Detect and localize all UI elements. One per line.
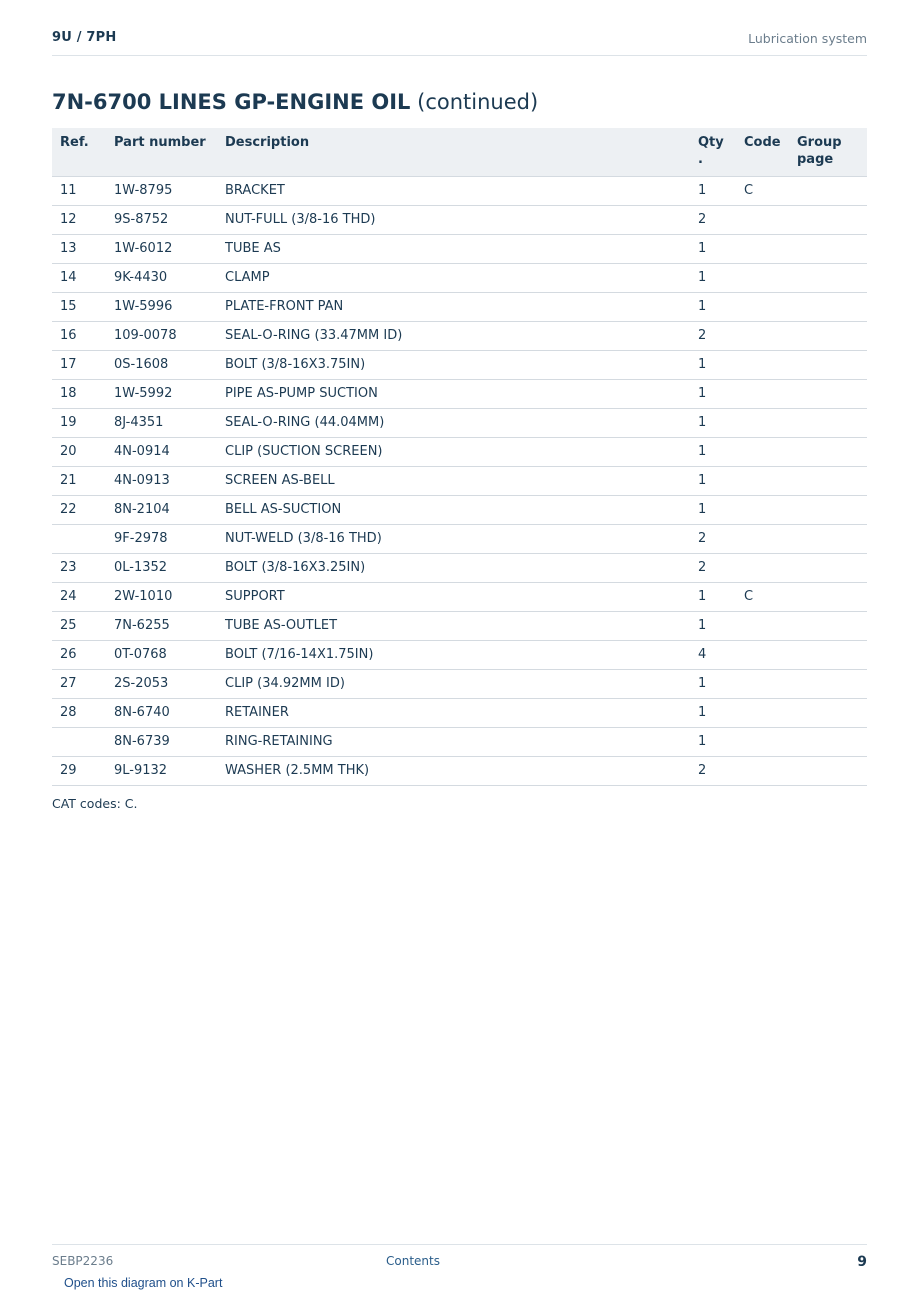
cell-ref: 25 xyxy=(52,612,106,641)
page-header xyxy=(52,28,867,56)
title-suffix: (continued) xyxy=(417,90,539,114)
cell-qty: 2 xyxy=(690,206,736,235)
cell-qty: 4 xyxy=(690,641,736,670)
table-row xyxy=(52,583,867,612)
cell-qty: 1 xyxy=(690,380,736,409)
header-row xyxy=(52,128,867,177)
table-row xyxy=(52,235,867,264)
cell-ref: 26 xyxy=(52,641,106,670)
cell-description: BRACKET xyxy=(217,177,690,206)
cell-group-page xyxy=(789,293,867,322)
header-ref: Ref. xyxy=(52,128,106,177)
cell-part-number: 1W-5992 xyxy=(106,380,217,409)
table-row xyxy=(52,554,867,583)
cell-ref: 23 xyxy=(52,554,106,583)
table-row xyxy=(52,264,867,293)
cell-part-number: 8J-4351 xyxy=(106,409,217,438)
cell-code xyxy=(736,699,789,728)
cell-ref: 20 xyxy=(52,438,106,467)
cell-description: PIPE AS-PUMP SUCTION xyxy=(217,380,690,409)
cell-qty: 1 xyxy=(690,177,736,206)
cell-code xyxy=(736,264,789,293)
cell-description: NUT-FULL (3/8-16 THD) xyxy=(217,206,690,235)
cell-code xyxy=(736,467,789,496)
page-footer xyxy=(52,1244,867,1270)
cell-group-page xyxy=(789,264,867,293)
table-row xyxy=(52,206,867,235)
table-row xyxy=(52,496,867,525)
cell-part-number: 9F-2978 xyxy=(106,525,217,554)
cell-qty: 2 xyxy=(690,757,736,786)
cell-description: BELL AS-SUCTION xyxy=(217,496,690,525)
header-code: Code xyxy=(736,128,789,177)
table-body xyxy=(52,177,867,786)
cell-ref: 17 xyxy=(52,351,106,380)
cell-qty: 1 xyxy=(690,264,736,293)
cell-part-number: 9L-9132 xyxy=(106,757,217,786)
table-row xyxy=(52,699,867,728)
cell-qty: 1 xyxy=(690,612,736,641)
cell-qty: 1 xyxy=(690,496,736,525)
cell-part-number: 0S-1608 xyxy=(106,351,217,380)
document-id: SEBP2236 xyxy=(52,1254,114,1268)
table-row xyxy=(52,177,867,206)
cell-group-page xyxy=(789,409,867,438)
cell-code xyxy=(736,757,789,786)
cell-description: SEAL-O-RING (33.47MM ID) xyxy=(217,322,690,351)
cell-qty: 2 xyxy=(690,322,736,351)
cell-ref: 21 xyxy=(52,467,106,496)
cell-qty: 2 xyxy=(690,525,736,554)
cell-code xyxy=(736,409,789,438)
cell-ref: 14 xyxy=(52,264,106,293)
cell-part-number: 2W-1010 xyxy=(106,583,217,612)
cell-code xyxy=(736,380,789,409)
cell-part-number: 1W-8795 xyxy=(106,177,217,206)
cell-description: TUBE AS xyxy=(217,235,690,264)
cell-part-number: 0L-1352 xyxy=(106,554,217,583)
cell-code xyxy=(736,670,789,699)
cell-description: RETAINER xyxy=(217,699,690,728)
cell-description: BOLT (3/8-16X3.75IN) xyxy=(217,351,690,380)
cell-group-page xyxy=(789,641,867,670)
cell-qty: 1 xyxy=(690,409,736,438)
cell-ref: 24 xyxy=(52,583,106,612)
cell-code xyxy=(736,438,789,467)
cell-part-number: 9K-4430 xyxy=(106,264,217,293)
cell-description: CLAMP xyxy=(217,264,690,293)
cell-ref: 27 xyxy=(52,670,106,699)
cell-description: BOLT (3/8-16X3.25IN) xyxy=(217,554,690,583)
cell-qty: 1 xyxy=(690,235,736,264)
table-row xyxy=(52,728,867,757)
cell-group-page xyxy=(789,322,867,351)
cell-description: TUBE AS-OUTLET xyxy=(217,612,690,641)
cell-description: PLATE-FRONT PAN xyxy=(217,293,690,322)
header-qty-line2: . xyxy=(698,152,703,167)
table-row xyxy=(52,670,867,699)
cell-ref: 18 xyxy=(52,380,106,409)
cell-code xyxy=(736,525,789,554)
cell-description: SEAL-O-RING (44.04MM) xyxy=(217,409,690,438)
cell-code xyxy=(736,235,789,264)
cell-ref: 11 xyxy=(52,177,106,206)
section-name: Lubrication system xyxy=(748,31,867,46)
cell-qty: 1 xyxy=(690,467,736,496)
cell-description: NUT-WELD (3/8-16 THD) xyxy=(217,525,690,554)
cell-description: WASHER (2.5MM THK) xyxy=(217,757,690,786)
cell-group-page xyxy=(789,380,867,409)
cell-part-number: 1W-6012 xyxy=(106,235,217,264)
cell-part-number: 8N-2104 xyxy=(106,496,217,525)
cell-group-page xyxy=(789,496,867,525)
header-group-line2: page xyxy=(797,152,834,167)
table-row xyxy=(52,467,867,496)
cell-ref: 19 xyxy=(52,409,106,438)
cell-part-number: 8N-6739 xyxy=(106,728,217,757)
cell-part-number: 0T-0768 xyxy=(106,641,217,670)
cell-qty: 1 xyxy=(690,728,736,757)
cell-ref: 13 xyxy=(52,235,106,264)
cell-group-page xyxy=(789,177,867,206)
cell-code xyxy=(736,641,789,670)
cell-group-page xyxy=(789,525,867,554)
cell-part-number: 7N-6255 xyxy=(106,612,217,641)
header-qty xyxy=(690,128,736,177)
cell-group-page xyxy=(789,699,867,728)
cat-codes-note: CAT codes: C. xyxy=(52,796,138,811)
cell-part-number: 4N-0913 xyxy=(106,467,217,496)
cell-part-number: 109-0078 xyxy=(106,322,217,351)
cell-code xyxy=(736,293,789,322)
cell-qty: 1 xyxy=(690,670,736,699)
cell-code xyxy=(736,206,789,235)
table-row xyxy=(52,525,867,554)
cell-group-page xyxy=(789,757,867,786)
header-description: Description xyxy=(217,128,690,177)
cell-code: C xyxy=(736,583,789,612)
cell-code xyxy=(736,496,789,525)
cell-part-number: 9S-8752 xyxy=(106,206,217,235)
cell-group-page xyxy=(789,206,867,235)
cell-group-page xyxy=(789,554,867,583)
cell-qty: 1 xyxy=(690,699,736,728)
cell-part-number: 8N-6740 xyxy=(106,699,217,728)
table-row xyxy=(52,612,867,641)
cell-group-page xyxy=(789,728,867,757)
open-kpart-link[interactable]: Open this diagram on K-Part xyxy=(64,1276,223,1290)
cell-code xyxy=(736,728,789,757)
cell-description: CLIP (SUCTION SCREEN) xyxy=(217,438,690,467)
header-part-number: Part number xyxy=(106,128,217,177)
cell-description: SUPPORT xyxy=(217,583,690,612)
cell-ref xyxy=(52,525,106,554)
cell-code xyxy=(736,322,789,351)
cell-ref: 16 xyxy=(52,322,106,351)
table-row xyxy=(52,322,867,351)
cell-qty: 1 xyxy=(690,583,736,612)
cell-group-page xyxy=(789,612,867,641)
cell-code xyxy=(736,612,789,641)
cell-ref xyxy=(52,728,106,757)
cell-ref: 12 xyxy=(52,206,106,235)
cell-ref: 15 xyxy=(52,293,106,322)
header-group-page xyxy=(789,128,867,177)
cell-group-page xyxy=(789,583,867,612)
header-qty-line1: Qty xyxy=(698,135,724,150)
cell-ref: 22 xyxy=(52,496,106,525)
cell-qty: 1 xyxy=(690,351,736,380)
cell-part-number: 2S-2053 xyxy=(106,670,217,699)
cell-ref: 29 xyxy=(52,757,106,786)
table-row xyxy=(52,409,867,438)
cell-qty: 1 xyxy=(690,293,736,322)
cell-part-number: 4N-0914 xyxy=(106,438,217,467)
cell-description: CLIP (34.92MM ID) xyxy=(217,670,690,699)
table-row xyxy=(52,757,867,786)
cell-description: SCREEN AS-BELL xyxy=(217,467,690,496)
cell-code xyxy=(736,554,789,583)
breadcrumb: 9U / 7PH xyxy=(52,30,117,45)
cell-ref: 28 xyxy=(52,699,106,728)
cell-description: BOLT (7/16-14X1.75IN) xyxy=(217,641,690,670)
cell-group-page xyxy=(789,351,867,380)
cell-description: RING-RETAINING xyxy=(217,728,690,757)
cell-group-page xyxy=(789,438,867,467)
cell-qty: 2 xyxy=(690,554,736,583)
table-row xyxy=(52,641,867,670)
cell-group-page xyxy=(789,467,867,496)
page-title xyxy=(52,90,538,114)
cell-group-page xyxy=(789,670,867,699)
cell-qty: 1 xyxy=(690,438,736,467)
cell-group-page xyxy=(789,235,867,264)
cell-code xyxy=(736,351,789,380)
cell-code: C xyxy=(736,177,789,206)
table-row xyxy=(52,438,867,467)
contents-link[interactable]: Contents xyxy=(386,1254,440,1268)
table-header xyxy=(52,128,867,177)
title-main: 7N-6700 LINES GP-ENGINE OIL xyxy=(52,90,411,114)
header-group-line1: Group xyxy=(797,135,842,150)
table-row xyxy=(52,293,867,322)
table-row xyxy=(52,380,867,409)
parts-table xyxy=(52,128,867,786)
cell-part-number: 1W-5996 xyxy=(106,293,217,322)
page-number: 9 xyxy=(857,1254,867,1270)
table-row xyxy=(52,351,867,380)
